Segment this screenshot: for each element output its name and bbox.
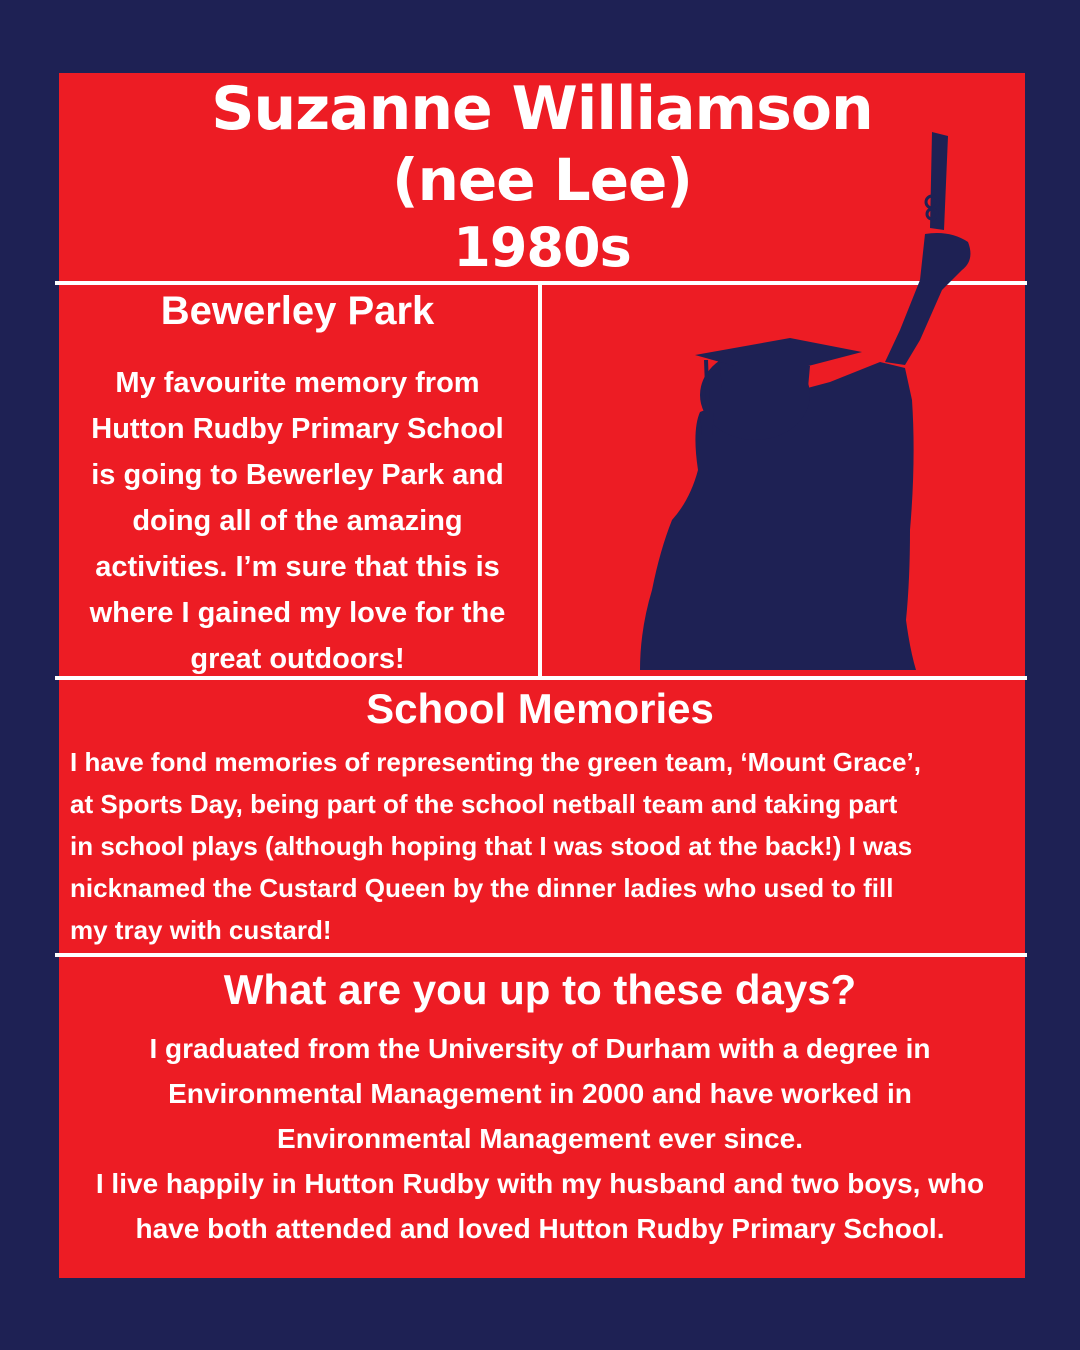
text-line: My favourite memory from [115,367,480,399]
text-line: where I gained my love for the [89,597,506,629]
text-line: I live happily in Hutton Rudby with my husband and two boys, who [95,1168,985,1199]
divider-lower [55,953,1027,957]
school-memories-text [70,741,1020,951]
text-line: doing all of the amazing [132,505,463,537]
text-line: at Sports Day, being part of the school netball team and taking part [70,789,898,819]
text-line: nicknamed the Custard Queen by the dinner ladies who used to fill [70,873,894,903]
text-line: Environmental Management in 2000 and have worked in [168,1078,912,1109]
text-line: is going to Bewerley Park and [91,459,504,491]
text-line: I graduated from the University of Durham with a degree in [149,1033,931,1064]
these-days-text [57,1026,1023,1251]
text-line: great outdoors! [190,643,405,675]
these-days-heading: What are you up to these days? [223,966,857,1013]
maiden-name: (nee Lee) [392,146,692,214]
graduate-silhouette-icon [580,130,980,680]
text-line: Environmental Management ever since. [277,1123,803,1154]
person-name: Suzanne Williamson [211,74,873,144]
divider-vertical [538,283,542,676]
bewerley-park-heading: Bewerley Park [160,289,435,333]
text-line: in school plays (although hoping that I was stood at the back!) I was [70,831,913,861]
text-line: my tray with custard! [70,915,332,945]
text-line: activities. I’m sure that this is [95,551,500,583]
text-line: have both attended and loved Hutton Rudby Primary School. [135,1213,945,1244]
text-line: I have fond memories of representing the green team, ‘Mount Grace’, [70,747,921,777]
bewerley-park-text [57,360,538,682]
school-memories-heading: School Memories [366,685,714,732]
text-line: Hutton Rudby Primary School [91,413,504,445]
decade-label: 1980s [453,216,631,279]
